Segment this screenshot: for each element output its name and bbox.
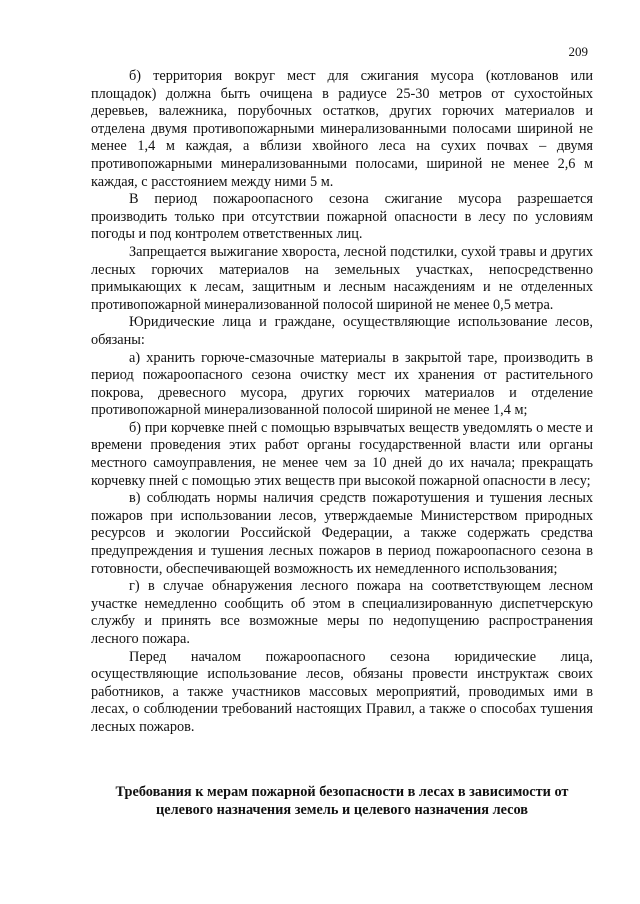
page-number: 209: [568, 44, 588, 59]
body-text: [91, 68, 593, 737]
paragraph-burning-prohibition: Запрещается выжигание хвороста, лесной подстилки, сухой травы и других лесных горючих материалов на земельных участках, непосредственно примыкающих к лесам, защитным и лесным насаждениям и не отделенных противопожарной минерализованной полосой шириной не менее 0,5 метра.: [91, 243, 593, 313]
paragraph-obligation-v: в) соблюдать нормы наличия средств пожаротушения и тушения лесных пожаров при использовании лесов, утверждаемые Министерством природных ресурсов и экологии Российской Федерации, а также содержать средства предупреждения и тушения лесных пожаров в период пожароопасного сезона в готовности, обеспечивающей возможность их немедленного использования;: [91, 490, 593, 577]
paragraph-obligations-intro: Юридические лица и граждане, осуществляющие использование лесов, обязаны:: [91, 314, 593, 348]
paragraph-burning-area: б) территория вокруг мест для сжигания мусора (котлованов или площадок) должна быть очищена в радиусе 25-30 метров от сухостойных деревьев, валежника, порубочных остатков, других горючих материалов и отделена двумя противопожарными минерализованными полосами шириной не менее 1,4 м каждая, а вблизи хвойного леса на сухих почвах – двумя противопожарными минерализованными полосами, шириной не менее 2,6 м каждая, с расстоянием между ними 5 м.: [91, 68, 593, 190]
paragraph-fire-season-burning: В период пожароопасного сезона сжигание мусора разрешается производить только при отсутствии пожарной опасности в лесу по условиям погоды и под контролем ответственных лиц.: [91, 191, 593, 243]
paragraph-obligation-g: г) в случае обнаружения лесного пожара на соответствующем лесном участке немедленно сообщить об этом в специализированную диспетчерскую службу и принять все возможные меры по недопущению распространения лесного пожара.: [91, 578, 593, 647]
paragraph-obligation-b: б) при корчевке пней с помощью взрывчатых веществ уведомлять о месте и времени проведения этих работ органы государственной власти или органы местного самоуправления, не менее чем за 10 дней до их начала; прекращать корчевку пней с помощью этих веществ при высокой пожарной опасности в лесу;: [91, 419, 593, 489]
paragraph-obligation-a: а) хранить горюче-смазочные материалы в закрытой таре, производить в период пожароопасного сезона очистку мест их хранения от растительного покрова, древесного мусора, других горючих материалов и отделение противопожарной минерализованной полосой шириной не менее 1,4 м;: [91, 349, 593, 419]
section-heading: Требования к мерам пожарной безопасности в лесах в зависимости от целевого назначения земель и целевого назначения лесов: [115, 784, 569, 818]
paragraph-briefing: Перед началом пожароопасного сезона юридические лица, осуществляющие использование лесов, обязаны провести инструктаж своих работников, а также участников массовых мероприятий, проводимых ими в лесах, о соблюдении требований настоящих Правил, а также о способах тушения лесных пожаров.: [91, 648, 593, 735]
